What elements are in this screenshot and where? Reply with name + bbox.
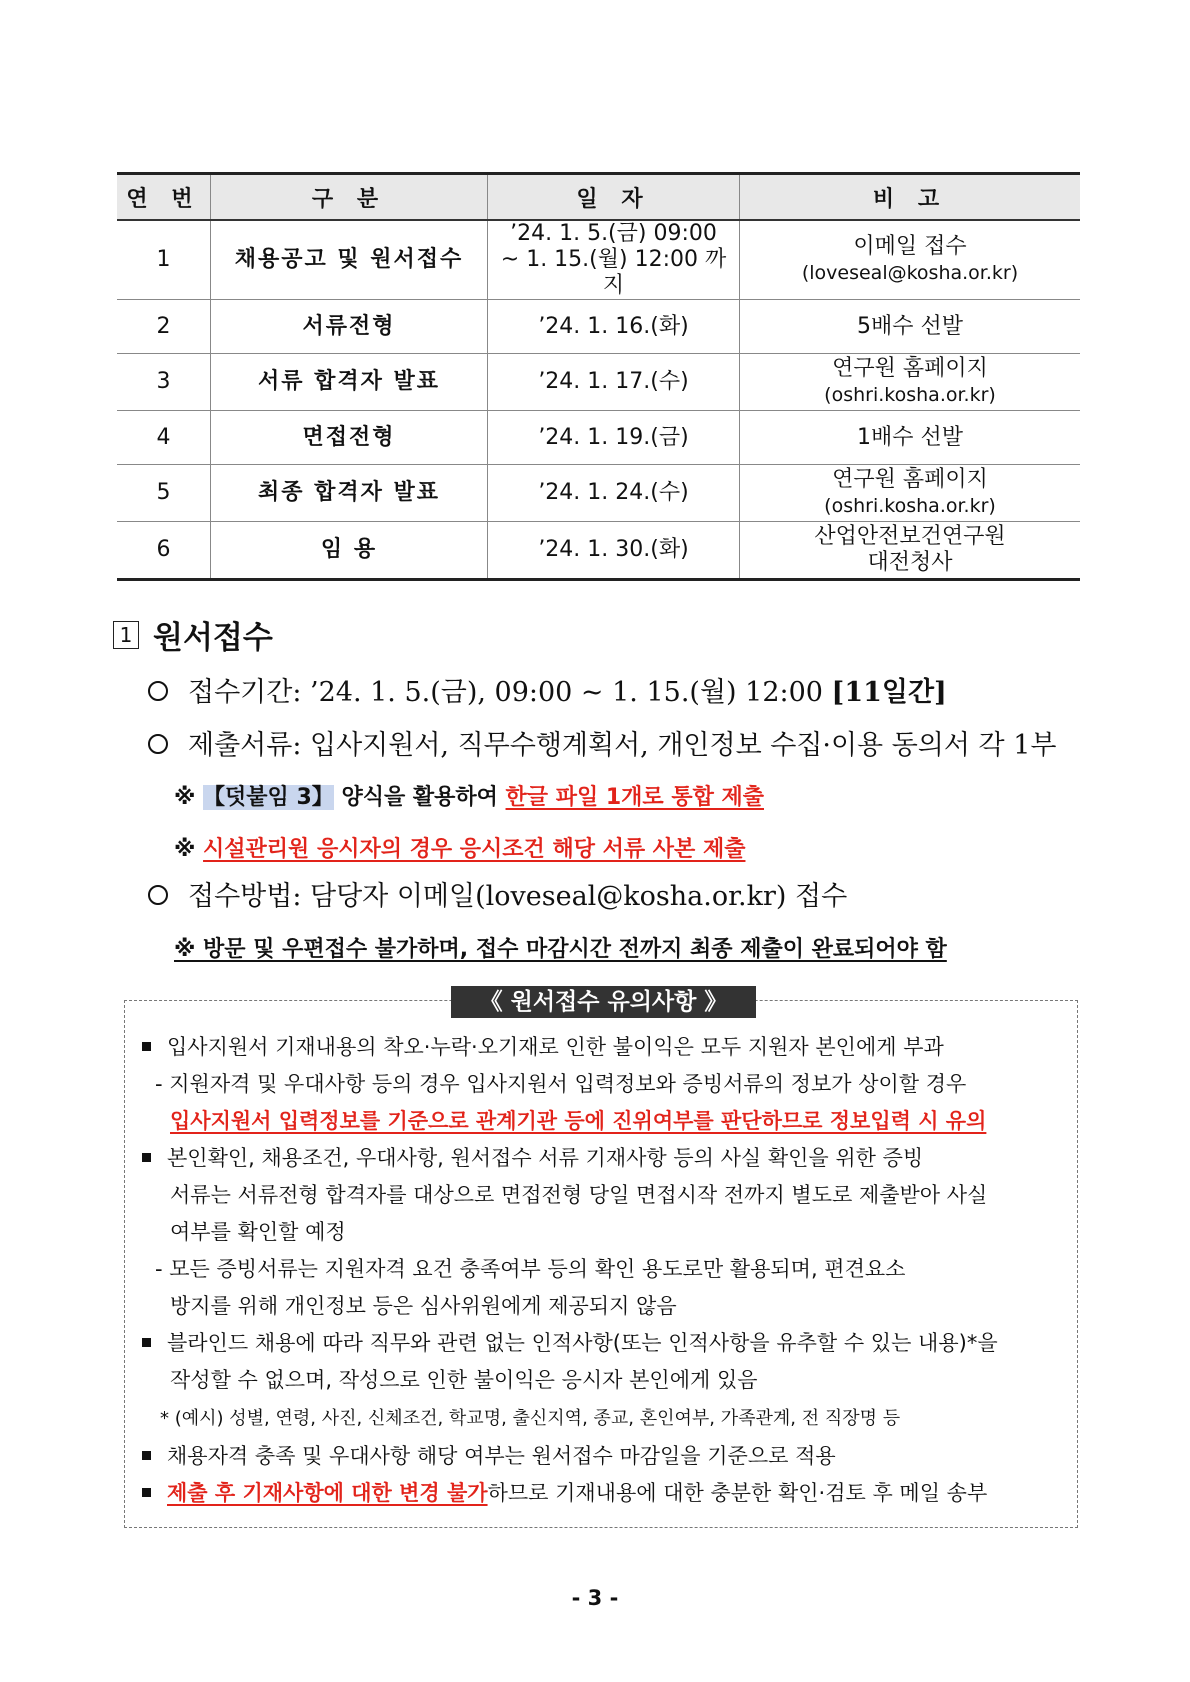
row-no: 1 — [117, 220, 211, 300]
attachment-ref: 【덧붙임 3】 — [203, 785, 334, 810]
row-date: ’24. 1. 19.(금) — [488, 411, 740, 465]
table-row — [117, 300, 1080, 354]
bullet-text: 하므로 기재내용에 대한 충분한 확인·검토 후 메일 송부 — [487, 1481, 988, 1505]
caution-bullet-1 — [142, 1031, 944, 1061]
caution-bullet-2 — [142, 1142, 923, 1172]
header-note: 비 고 — [740, 174, 1081, 221]
method-line — [148, 874, 847, 913]
documents-text: 제출서류: 입사지원서, 직무수행계획서, 개인정보 수집·이용 동의서 각 1부 — [188, 730, 1057, 761]
row-no: 3 — [117, 354, 211, 411]
attachment-note — [174, 780, 764, 811]
bullet-red-text: 제출 후 기재사항에 대한 변경 불가 — [167, 1481, 488, 1505]
square-bullet-icon — [142, 1488, 151, 1497]
row-category: 최종 합격자 발표 — [211, 465, 488, 522]
caution-bullet-2-line3: 여부를 확인할 예정 — [170, 1220, 346, 1244]
row-note-line1: 연구원 홈페이지 — [832, 467, 988, 492]
schedule-table — [117, 172, 1080, 581]
bullet-text: 블라인드 채용에 따라 직무와 관련 없는 인적사항(또는 인적사항을 유추할 수 있는 내용)*을 — [167, 1331, 998, 1355]
row-date-line1: ’24. 1. 5.(금) 09:00 — [510, 221, 717, 246]
square-bullet-icon — [142, 1338, 151, 1347]
reference-mark: ※ — [174, 837, 204, 862]
caution-sub-1-red: 입사지원서 입력정보를 기준으로 관계기관 등에 진위여부를 판단하므로 정보입력 시 유의 — [170, 1109, 987, 1133]
bullet-text: 입사지원서 기재내용의 착오·누락·오기재로 인한 불이익은 모두 지원자 본인에게 부과 — [167, 1035, 944, 1059]
row-note: 1배수 선발 — [740, 411, 1081, 465]
bullet-text: 본인확인, 채용조건, 우대사항, 원서접수 서류 기재사항 등의 사실 확인을 위한 증빙 — [167, 1146, 924, 1170]
visit-note: ※ 방문 및 우편접수 불가하며, 접수 마감시간 전까지 최종 제출이 완료되어야 함 — [174, 937, 947, 962]
caution-sub-2-line2: 방지를 위해 개인정보 등은 심사위원에게 제공되지 않음 — [170, 1294, 677, 1318]
caution-footnote: * (예시) 성별, 연령, 사진, 신체조건, 학교명, 출신지역, 종교, 혼인여부, 가족관계, 전 직장명 등 — [160, 1408, 901, 1429]
row-date — [488, 220, 740, 300]
section-number-box: 1 — [113, 621, 139, 649]
square-bullet-icon — [142, 1153, 151, 1162]
note-red-text: 시설관리원 응시자의 경우 응시조건 해당 서류 사본 제출 — [203, 837, 746, 862]
caution-sub-1: - 지원자격 및 우대사항 등의 경우 입사지원서 입력정보와 증빙서류의 정보가 상이할 경우 — [155, 1072, 967, 1096]
section-title: 원서접수 — [153, 620, 273, 656]
square-bullet-icon — [142, 1042, 151, 1051]
caution-bullet-5 — [142, 1477, 987, 1507]
table-row — [117, 220, 1080, 300]
row-note-line2: (loveseal@kosha.or.kr) — [801, 262, 1019, 284]
row-no: 6 — [117, 522, 211, 580]
row-date: ’24. 1. 17.(수) — [488, 354, 740, 411]
method-text: 접수방법: 담당자 이메일(loveseal@kosha.or.kr) 접수 — [188, 881, 848, 912]
section-heading — [113, 612, 273, 657]
circle-bullet-icon — [148, 681, 168, 701]
caution-bullet-4 — [142, 1440, 836, 1470]
row-no: 5 — [117, 465, 211, 522]
row-category: 임 용 — [211, 522, 488, 580]
period-line — [148, 670, 947, 709]
row-date-line2: ~ 1. 15.(월) 12:00 까지 — [500, 247, 727, 298]
caution-title: 《 원서접수 유의사항 》 — [451, 986, 756, 1018]
row-category: 서류전형 — [211, 300, 488, 354]
caution-bullet-3 — [142, 1327, 998, 1357]
row-no: 4 — [117, 411, 211, 465]
documents-line — [148, 723, 1056, 762]
square-bullet-icon — [142, 1451, 151, 1460]
header-category: 구 분 — [211, 174, 488, 221]
row-note-line1: 연구원 홈페이지 — [832, 356, 988, 381]
circle-bullet-icon — [148, 734, 168, 754]
caution-bullet-2-line2: 서류는 서류전형 합격자를 대상으로 면접전형 당일 면접시작 전까지 별도로 제출받아 사실 — [170, 1183, 988, 1207]
table-row — [117, 354, 1080, 411]
caution-bullet-3-line2: 작성할 수 없으며, 작성으로 인한 불이익은 응시자 본인에게 있음 — [170, 1368, 758, 1392]
row-date: ’24. 1. 16.(화) — [488, 300, 740, 354]
row-category: 서류 합격자 발표 — [211, 354, 488, 411]
table-row — [117, 465, 1080, 522]
header-date: 일 자 — [488, 174, 740, 221]
note-text: 양식을 활용하여 — [333, 785, 506, 810]
page-number: - 3 - — [571, 1586, 619, 1610]
row-note — [740, 354, 1081, 411]
row-note — [740, 522, 1081, 580]
circle-bullet-icon — [148, 885, 168, 905]
row-category: 채용공고 및 원서접수 — [211, 220, 488, 300]
period-text: 접수기간: ’24. 1. 5.(금), 09:00 ~ 1. 15.(월) 12:00 — [188, 677, 832, 708]
row-note: 5배수 선발 — [740, 300, 1081, 354]
row-note — [740, 220, 1081, 300]
table-row — [117, 411, 1080, 465]
row-date: ’24. 1. 24.(수) — [488, 465, 740, 522]
row-no: 2 — [117, 300, 211, 354]
bullet-text: 채용자격 충족 및 우대사항 해당 여부는 원서접수 마감일을 기준으로 적용 — [167, 1444, 836, 1468]
facility-note — [174, 832, 745, 863]
row-note-line1: 산업안전보건연구원 — [814, 524, 1006, 549]
row-category: 면접전형 — [211, 411, 488, 465]
period-days: [11일간] — [831, 677, 947, 708]
header-no: 연 번 — [117, 174, 211, 221]
row-note — [740, 465, 1081, 522]
row-date: ’24. 1. 30.(화) — [488, 522, 740, 580]
row-note-line1: 이메일 접수 — [853, 234, 967, 259]
table-header-row — [117, 174, 1080, 221]
reference-mark: ※ — [174, 785, 204, 810]
row-note-line2: 대전청사 — [867, 550, 953, 575]
caution-sub-2: - 모든 증빙서류는 지원자격 요건 충족여부 등의 확인 용도로만 활용되며, 편견요소 — [155, 1257, 906, 1281]
row-note-line2: (oshri.kosha.or.kr) — [824, 384, 996, 406]
row-note-line2: (oshri.kosha.or.kr) — [824, 495, 996, 517]
table-row — [117, 522, 1080, 580]
note-red-text: 한글 파일 1개로 통합 제출 — [505, 785, 764, 810]
